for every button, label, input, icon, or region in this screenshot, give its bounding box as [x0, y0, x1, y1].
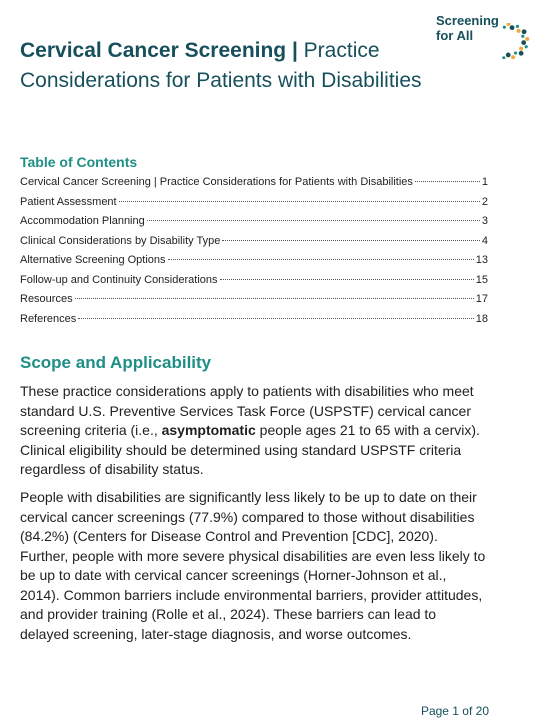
logo-dot — [510, 25, 515, 30]
toc-item[interactable] — [20, 254, 488, 274]
logo-dot — [521, 35, 524, 38]
logo-dot — [517, 29, 521, 33]
title-bold: Cervical Cancer Screening | — [20, 39, 298, 62]
scope-heading: Scope and Applicability — [20, 353, 212, 372]
logo-dot — [506, 53, 511, 58]
toc-leader-dots — [75, 298, 474, 299]
p1-text-a: These practice considerations apply to patients with disabilities who meet standard U.S. Preventive Services Task Force (USPSTF) cervical cancer screening criteria (i.e., — [20, 383, 474, 438]
scope-paragraph-1 — [20, 382, 488, 480]
logo-line-2: for All — [436, 28, 474, 43]
logo-line-1: Screening — [436, 13, 499, 28]
toc-item-page: 3 — [481, 215, 488, 227]
toc-item-label: Patient Assessment — [20, 195, 117, 208]
toc-item[interactable] — [20, 196, 488, 216]
p1-text-b: people ages 21 to 65 with a cervix). Clinical eligibility should be determined using standard USPSTF criteria regardless of disability status. — [20, 422, 480, 477]
toc-item-label: Resources — [20, 293, 73, 305]
toc-item-label: References — [20, 312, 77, 325]
toc-leader-dots — [220, 279, 474, 280]
logo-dot — [519, 51, 524, 56]
logo-dot — [514, 51, 517, 54]
logo-dot — [516, 25, 519, 28]
logo-dot — [511, 55, 515, 59]
toc-leader-dots — [415, 181, 480, 182]
toc-item[interactable] — [20, 274, 488, 294]
toc-item-page: 1 — [481, 176, 488, 188]
table-of-contents — [20, 176, 488, 332]
toc-leader-dots — [168, 259, 474, 260]
dots-arc-icon — [484, 23, 530, 59]
toc-item[interactable] — [20, 215, 488, 235]
toc-item-label: Follow-up and Continuity Considerations — [20, 273, 218, 286]
toc-item-page: 15 — [475, 273, 488, 286]
scope-paragraph-2: People with disabilities are significantly less likely to be up to date on their cervical cancer screenings (77.9%) compared to those without disabilities (84.2%) (Centers for Disease Control and Prevention [CDC], 2020). Further, people with more severe physical disabilities are even less likely to be up to date with cervical cancer screenings (Horner-Johnson et al., 2014). Common barriers include environmental barriers, provider attitudes, and provider training (Rolle et al., 2024). These barriers can lead to delayed screening, later-stage diagnosis, and worse outcomes. — [20, 489, 486, 642]
logo-dot — [525, 45, 528, 48]
toc-item-label: Alternative Screening Options — [20, 254, 166, 266]
toc-item[interactable] — [20, 293, 488, 313]
logo-dot — [502, 56, 505, 59]
toc-item-label: Clinical Considerations by Disability Type — [20, 234, 221, 247]
toc-leader-dots — [78, 318, 473, 319]
p1-bold: asymptomatic — [161, 422, 256, 438]
toc-item-page: 2 — [481, 195, 488, 208]
toc-leader-dots — [119, 201, 480, 202]
logo-dot — [506, 23, 510, 26]
toc-heading: Table of Contents — [20, 154, 138, 170]
page-title — [20, 36, 490, 96]
toc-item-label: Accommodation Planning — [20, 215, 145, 227]
toc-item-page: 18 — [475, 312, 488, 325]
toc-item[interactable] — [20, 176, 488, 196]
toc-item-label: Cervical Cancer Screening | Practice Considerations for Patients with Disabilities — [20, 176, 413, 188]
logo-dot — [521, 40, 526, 45]
toc-leader-dots — [147, 220, 480, 221]
toc-item[interactable] — [20, 313, 488, 333]
logo-dot — [503, 26, 506, 29]
logo-dot — [519, 47, 523, 51]
toc-item-page: 4 — [481, 234, 488, 247]
logo-dot — [525, 37, 529, 41]
toc-item-page: 17 — [475, 293, 488, 305]
toc-item[interactable] — [20, 235, 488, 255]
toc-leader-dots — [222, 240, 480, 241]
page-number: Page 1 of 20 — [420, 704, 489, 718]
logo-dot — [522, 29, 527, 34]
toc-item-page: 13 — [475, 254, 488, 266]
title-rest: Practice Considerations for Patients with Disabilities — [20, 39, 422, 92]
